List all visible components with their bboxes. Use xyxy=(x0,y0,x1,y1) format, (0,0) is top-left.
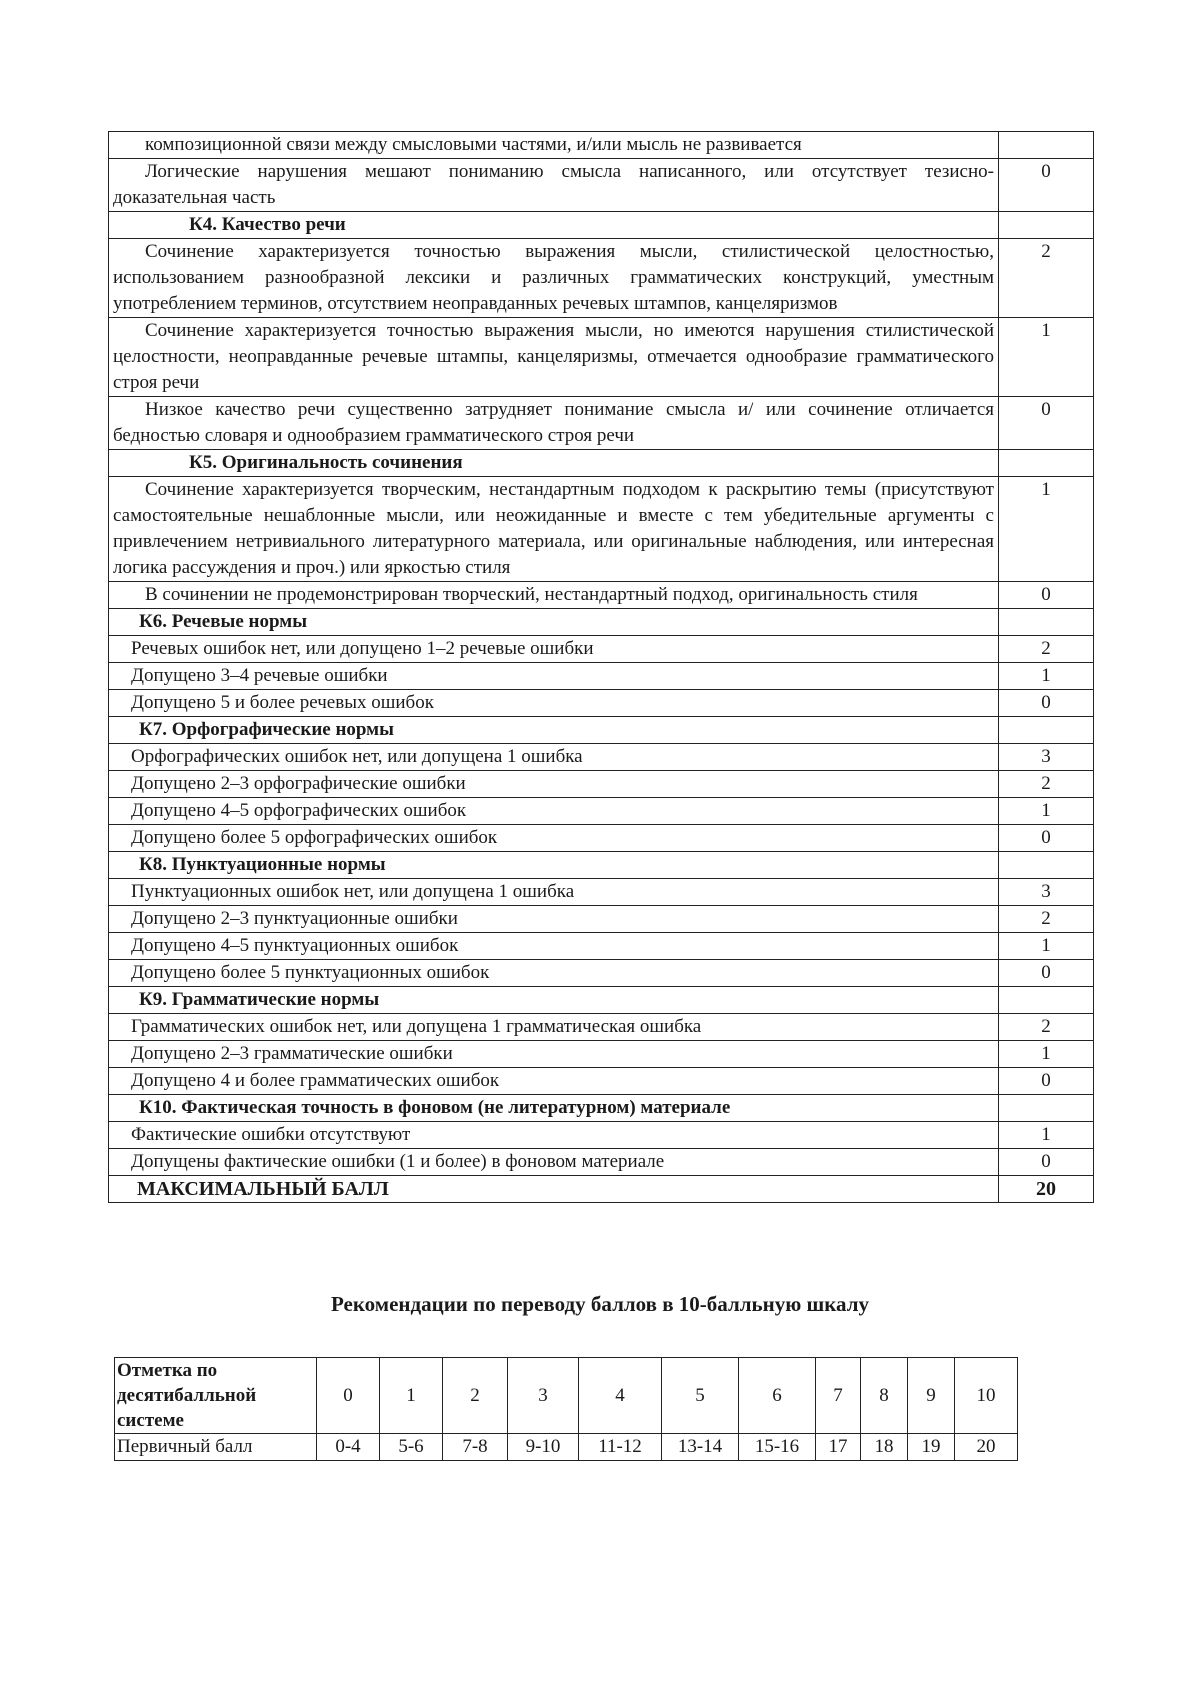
max-score-row xyxy=(109,1176,1094,1203)
criterion-level-row xyxy=(109,960,1094,987)
scale-mark-cell: 2 xyxy=(443,1358,508,1434)
criterion-title: К9. Грамматические нормы xyxy=(109,987,999,1014)
score-cell: 1 xyxy=(999,933,1094,960)
criterion-title: К6. Речевые нормы xyxy=(109,609,999,636)
scale-title: Рекомендации по переводу баллов в 10-балльную шкалу xyxy=(330,1292,870,1316)
criterion-level-row xyxy=(109,582,1094,609)
score-cell: 2 xyxy=(999,1014,1094,1041)
criteria-table xyxy=(108,131,1094,1203)
criterion-level-description: композиционной связи между смысловыми частями, и/или мысль не развивается xyxy=(109,132,999,159)
score-cell: 3 xyxy=(999,879,1094,906)
criterion-level-description: Допущено 5 и более речевых ошибок xyxy=(109,690,999,717)
scale-mark-cell: 0 xyxy=(317,1358,380,1434)
criteria-table-body xyxy=(109,132,1094,1203)
score-cell: 0 xyxy=(999,825,1094,852)
scale-marks-label: Отметка по десятибалльной системе xyxy=(115,1358,317,1434)
criterion-level-description: Логические нарушения мешают пониманию смысла написанного, или отсутствует тезисно-доказательная часть xyxy=(109,159,999,212)
criterion-level-description: Сочинение характеризуется точностью выражения мысли, но имеются нарушения стилистической целостности, неоправданные речевые штампы, канцеляризмы, отмечается однообразие грамматического строя речи xyxy=(109,318,999,397)
criterion-level-row xyxy=(109,690,1094,717)
criterion-header-row xyxy=(109,852,1094,879)
scale-points-row xyxy=(115,1434,1018,1461)
scale-points-label: Первичный балл xyxy=(115,1434,317,1461)
criterion-level-row xyxy=(109,825,1094,852)
score-cell: 1 xyxy=(999,318,1094,397)
score-cell: 2 xyxy=(999,239,1094,318)
criterion-level-row xyxy=(109,1014,1094,1041)
scale-points-cell: 15-16 xyxy=(739,1434,816,1461)
criterion-level-description: Допущено 2–3 пунктуационные ошибки xyxy=(109,906,999,933)
score-cell: 1 xyxy=(999,798,1094,825)
score-cell-empty xyxy=(999,450,1094,477)
criterion-level-row xyxy=(109,906,1094,933)
criterion-level-description: Сочинение характеризуется творческим, нестандартным подходом к раскрытию темы (присутствуют самостоятельные нешаблонные мысли, или неожиданные и вместе с тем убедительные аргументы с привлечением нетривиального литературного материала, или оригинальные наблюдения, или интересная логика рассуждения и проч.) или яркостью стиля xyxy=(109,477,999,582)
score-cell xyxy=(999,132,1094,159)
criterion-title: К10. Фактическая точность в фоновом (не литературном) материале xyxy=(109,1095,999,1122)
criterion-level-row xyxy=(109,879,1094,906)
criterion-level-row xyxy=(109,636,1094,663)
scale-points-cell: 9-10 xyxy=(508,1434,579,1461)
scale-points-cell: 17 xyxy=(816,1434,861,1461)
score-cell-empty xyxy=(999,717,1094,744)
max-score-label: МАКСИМАЛЬНЫЙ БАЛЛ xyxy=(109,1176,999,1203)
criterion-level-row xyxy=(109,132,1094,159)
criterion-level-row xyxy=(109,477,1094,582)
scale-mark-cell: 8 xyxy=(861,1358,908,1434)
scale-mark-cell: 1 xyxy=(380,1358,443,1434)
criterion-level-description: Сочинение характеризуется точностью выражения мысли, стилистической целостностью, использованием разнообразной лексики и различных грамматических конструкций, уместным употреблением терминов, отсутствием неоправданных речевых штампов, канцеляризмов xyxy=(109,239,999,318)
criterion-level-row xyxy=(109,239,1094,318)
scale-points-cell: 11-12 xyxy=(579,1434,662,1461)
scale-mark-cell: 6 xyxy=(739,1358,816,1434)
scale-mark-cell: 3 xyxy=(508,1358,579,1434)
score-cell: 0 xyxy=(999,1149,1094,1176)
criterion-level-row xyxy=(109,318,1094,397)
score-cell: 0 xyxy=(999,690,1094,717)
score-cell: 1 xyxy=(999,663,1094,690)
scale-mark-cell: 9 xyxy=(908,1358,955,1434)
criterion-header-row xyxy=(109,450,1094,477)
criterion-level-description: Допущено 4–5 пунктуационных ошибок xyxy=(109,933,999,960)
criterion-title: К8. Пунктуационные нормы xyxy=(109,852,999,879)
criterion-header-row xyxy=(109,987,1094,1014)
scale-mark-cell: 5 xyxy=(662,1358,739,1434)
criterion-level-description: Допущены фактические ошибки (1 и более) в фоновом материале xyxy=(109,1149,999,1176)
scale-points-cell: 7-8 xyxy=(443,1434,508,1461)
criterion-header-row xyxy=(109,212,1094,239)
criterion-level-description: Допущено более 5 орфографических ошибок xyxy=(109,825,999,852)
criterion-level-description: Пунктуационных ошибок нет, или допущена 1 ошибка xyxy=(109,879,999,906)
score-cell: 3 xyxy=(999,744,1094,771)
criterion-level-description: Допущено 2–3 орфографические ошибки xyxy=(109,771,999,798)
score-cell: 0 xyxy=(999,582,1094,609)
criterion-level-row xyxy=(109,744,1094,771)
score-cell-empty xyxy=(999,212,1094,239)
score-cell: 2 xyxy=(999,906,1094,933)
scale-marks-row xyxy=(115,1358,1018,1434)
score-cell: 0 xyxy=(999,960,1094,987)
criterion-level-row xyxy=(109,1149,1094,1176)
score-cell: 0 xyxy=(999,1068,1094,1095)
criterion-level-description: Допущено более 5 пунктуационных ошибок xyxy=(109,960,999,987)
score-cell: 1 xyxy=(999,1041,1094,1068)
criterion-level-description: Допущено 2–3 грамматические ошибки xyxy=(109,1041,999,1068)
score-cell-empty xyxy=(999,1095,1094,1122)
criterion-level-description: Допущено 4–5 орфографических ошибок xyxy=(109,798,999,825)
scale-points-cell: 19 xyxy=(908,1434,955,1461)
criterion-level-row xyxy=(109,1041,1094,1068)
criterion-level-description: Грамматических ошибок нет, или допущена 1 грамматическая ошибка xyxy=(109,1014,999,1041)
criterion-level-row xyxy=(109,1068,1094,1095)
score-cell: 0 xyxy=(999,159,1094,212)
score-cell: 1 xyxy=(999,477,1094,582)
scale-points-cell: 0-4 xyxy=(317,1434,380,1461)
criterion-level-row xyxy=(109,663,1094,690)
scale-points-cell: 18 xyxy=(861,1434,908,1461)
criterion-level-row xyxy=(109,397,1094,450)
criterion-level-description: Низкое качество речи существенно затрудняет понимание смысла и/ или сочинение отличается бедностью словаря и однообразием грамматического строя речи xyxy=(109,397,999,450)
criterion-level-description: В сочинении не продемонстрирован творческий, нестандартный подход, оригинальность стиля xyxy=(109,582,999,609)
criterion-header-row xyxy=(109,717,1094,744)
criterion-level-row xyxy=(109,1122,1094,1149)
criterion-header-row xyxy=(109,1095,1094,1122)
criterion-header-row xyxy=(109,609,1094,636)
criterion-title: К4. Качество речи xyxy=(109,212,999,239)
criterion-level-row xyxy=(109,159,1094,212)
score-cell-empty xyxy=(999,987,1094,1014)
criterion-title: К5. Оригинальность сочинения xyxy=(109,450,999,477)
score-cell-empty xyxy=(999,852,1094,879)
score-cell: 1 xyxy=(999,1122,1094,1149)
criterion-level-description: Орфографических ошибок нет, или допущена 1 ошибка xyxy=(109,744,999,771)
criterion-level-description: Речевых ошибок нет, или допущено 1–2 речевые ошибки xyxy=(109,636,999,663)
scale-points-cell: 5-6 xyxy=(380,1434,443,1461)
criterion-level-row xyxy=(109,933,1094,960)
criterion-level-row xyxy=(109,798,1094,825)
scale-mark-cell: 4 xyxy=(579,1358,662,1434)
scale-conversion-table xyxy=(114,1357,1018,1461)
scale-mark-cell: 10 xyxy=(955,1358,1018,1434)
scale-points-cell: 13-14 xyxy=(662,1434,739,1461)
score-cell: 20 xyxy=(999,1176,1094,1203)
criterion-level-row xyxy=(109,771,1094,798)
score-cell: 2 xyxy=(999,636,1094,663)
scale-mark-cell: 7 xyxy=(816,1358,861,1434)
criterion-level-description: Допущено 4 и более грамматических ошибок xyxy=(109,1068,999,1095)
score-cell: 2 xyxy=(999,771,1094,798)
score-cell-empty xyxy=(999,609,1094,636)
criterion-title: К7. Орфографические нормы xyxy=(109,717,999,744)
scale-points-cell: 20 xyxy=(955,1434,1018,1461)
criterion-level-description: Фактические ошибки отсутствуют xyxy=(109,1122,999,1149)
score-cell: 0 xyxy=(999,397,1094,450)
criterion-level-description: Допущено 3–4 речевые ошибки xyxy=(109,663,999,690)
